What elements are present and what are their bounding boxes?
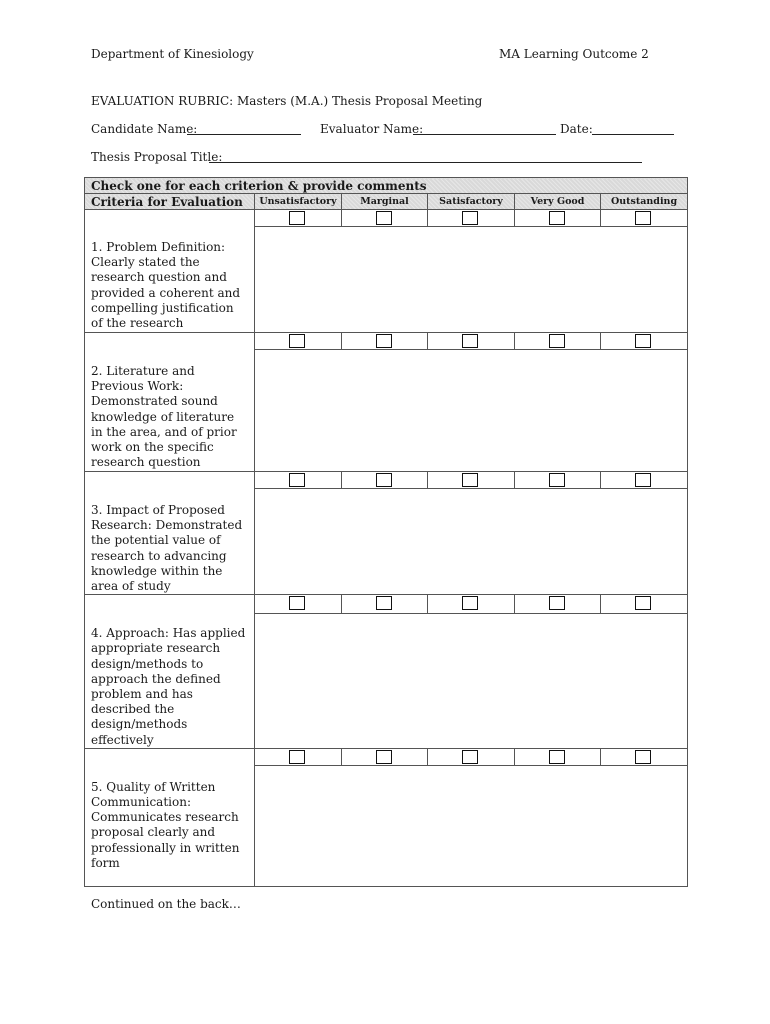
checkbox-satisfactory[interactable] [462, 750, 478, 764]
criterion-row [85, 748, 688, 765]
evaluator-name-field[interactable] [413, 134, 556, 135]
checkbox-very-good[interactable] [549, 750, 565, 764]
checkbox-marginal[interactable] [376, 473, 392, 487]
checkbox-very-good[interactable] [549, 334, 565, 348]
checkbox-satisfactory[interactable] [462, 473, 478, 487]
criterion-row [85, 333, 688, 350]
criterion-cell [85, 748, 255, 886]
checkbox-marginal[interactable] [376, 596, 392, 610]
checkbox-satisfactory[interactable] [462, 211, 478, 225]
rating-header-marginal: Marginal [342, 194, 428, 210]
comment-area[interactable] [255, 489, 688, 595]
department-name: Department of Kinesiology [91, 47, 254, 61]
evaluator-name-label: Evaluator Name: [320, 122, 424, 136]
rating-header-unsatisfactory: Unsatisfactory [255, 194, 342, 210]
criterion-text: 5. Quality of Written Communication: Communicates research proposal clearly and professionally in written form [91, 779, 240, 870]
comment-area[interactable] [255, 614, 688, 749]
checkbox-outstanding[interactable] [635, 596, 651, 610]
criterion-row [85, 472, 688, 489]
checkbox-unsatisfactory[interactable] [289, 334, 305, 348]
checkbox-outstanding[interactable] [635, 473, 651, 487]
criterion-cell [85, 210, 255, 333]
comment-area[interactable] [255, 227, 688, 333]
checkbox-unsatisfactory[interactable] [289, 750, 305, 764]
criterion-cell [85, 333, 255, 472]
checkbox-marginal[interactable] [376, 334, 392, 348]
checkbox-marginal[interactable] [376, 211, 392, 225]
checkbox-outstanding[interactable] [635, 750, 651, 764]
checkbox-satisfactory[interactable] [462, 596, 478, 610]
candidate-name-field[interactable] [187, 134, 301, 135]
date-label: Date: [560, 122, 593, 136]
checkbox-outstanding[interactable] [635, 334, 651, 348]
checkbox-very-good[interactable] [549, 596, 565, 610]
criterion-text: 1. Problem Definition: Clearly stated the research question and provided a coherent and compelling justification of the research [91, 240, 241, 331]
learning-outcome: MA Learning Outcome 2 [499, 47, 649, 61]
proposal-title-label: Thesis Proposal Title: [91, 150, 223, 164]
criterion-row [85, 595, 688, 614]
criterion-text: 2. Literature and Previous Work: Demonstrated sound knowledge of literature in the area, and of prior work on the specific research question [91, 364, 237, 470]
checkbox-unsatisfactory[interactable] [289, 473, 305, 487]
criterion-cell [85, 472, 255, 595]
criterion-row [85, 210, 688, 227]
rubric-title: EVALUATION RUBRIC: Masters (M.A.) Thesis Proposal Meeting [91, 94, 483, 108]
comment-area[interactable] [255, 350, 688, 472]
criterion-text: 3. Impact of Proposed Research: Demonstrated the potential value of research to advancing knowledge within the area of study [91, 503, 243, 594]
continued-note: Continued on the back… [91, 897, 241, 911]
checkbox-outstanding[interactable] [635, 211, 651, 225]
rubric-instruction: Check one for each criterion & provide comments [85, 178, 688, 194]
checkbox-unsatisfactory[interactable] [289, 211, 305, 225]
checkbox-very-good[interactable] [549, 473, 565, 487]
proposal-title-field[interactable] [209, 162, 642, 163]
checkbox-marginal[interactable] [376, 750, 392, 764]
rubric-table [84, 177, 688, 887]
criterion-text: 4. Approach: Has applied appropriate research design/methods to approach the defined problem and has described the design/methods effectively [91, 626, 246, 747]
date-field[interactable] [592, 134, 674, 135]
rating-header-very-good: Very Good [515, 194, 601, 210]
rating-header-outstanding: Outstanding [601, 194, 688, 210]
checkbox-satisfactory[interactable] [462, 334, 478, 348]
checkbox-unsatisfactory[interactable] [289, 596, 305, 610]
candidate-name-label: Candidate Name: [91, 122, 198, 136]
checkbox-very-good[interactable] [549, 211, 565, 225]
criteria-header: Criteria for Evaluation [85, 194, 255, 210]
rating-header-satisfactory: Satisfactory [428, 194, 515, 210]
comment-area[interactable] [255, 765, 688, 886]
criterion-cell [85, 595, 255, 749]
